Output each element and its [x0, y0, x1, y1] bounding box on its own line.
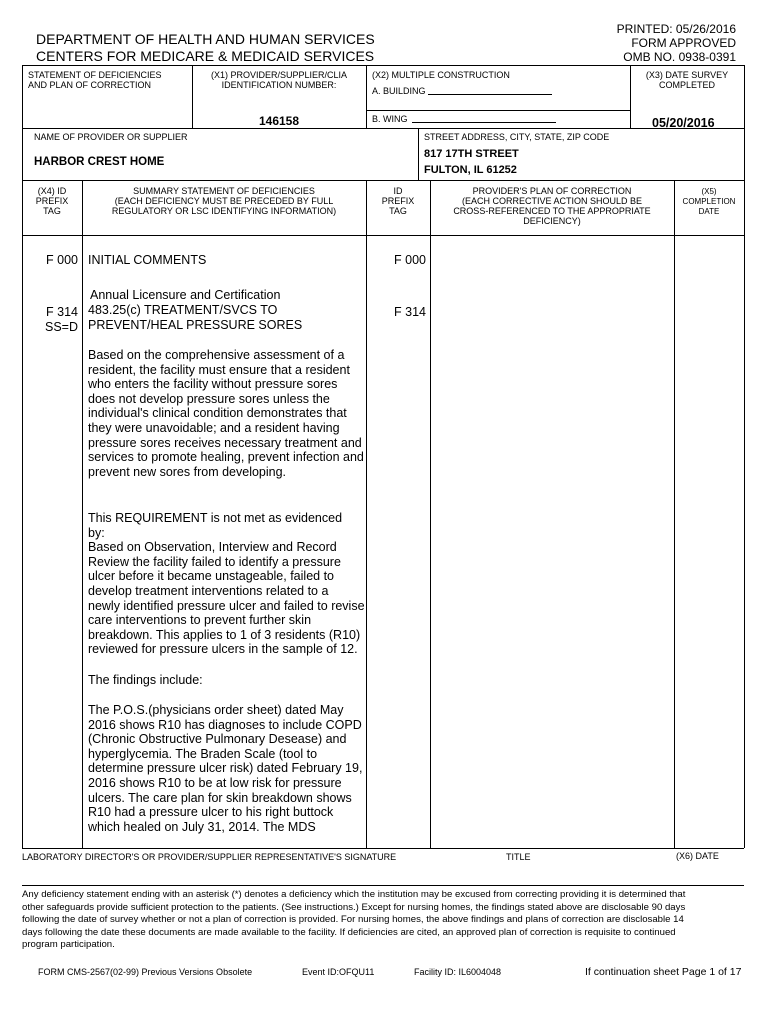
- omb-number: OMB NO. 0938-0391: [623, 50, 736, 64]
- plan-header: PROVIDER'S PLAN OF CORRECTION (EACH CORRECTIVE ACTION SHOULD BE CROSS-REFERENCED TO THE APPROPRIATE DEFICIENCY): [453, 186, 651, 226]
- facility-id: Facility ID: IL6004048: [414, 967, 502, 977]
- city-state-zip: FULTON, IL 61252: [424, 164, 517, 176]
- provider-name: HARBOR CREST HOME: [34, 156, 165, 168]
- disclaimer-text: Any deficiency statement ending with an asterisk (*) denotes a deficiency which the institution may be excused from correcting providing it is determined that other safeguards provide sufficient protection to the patients. (See instructions.) Except for nursing homes, the findings stated above are disclosable 90 days following the date of survey whether or not a plan of correction is provided. For nursing homes, the above findings and plans of correction are disclosable 14 days following the date these documents are made available to the facility. If deficiencies are cited, an approved plan of correction is requisite to continued program participation.: [22, 889, 686, 951]
- form-approved: FORM APPROVED: [631, 36, 736, 50]
- rule-col3: [430, 180, 431, 848]
- regulation-text: Based on the comprehensive assessment of a resident, the facility must ensure that a resident who enters the facility without pressure sores does not develop pressure sores unless the individual's clinical condition demonstrates that they were unavoidable; and a resident having pressure sores receives necessary treatment and services to promote healing, prevent infection and prevent new sores from developing.: [88, 348, 364, 479]
- survey-date: 05/20/2016: [652, 116, 715, 130]
- address-label: STREET ADDRESS, CITY, STATE, ZIP CODE: [424, 132, 610, 142]
- tag-f314-right: F 314: [394, 305, 426, 319]
- tag-f314: F 314: [46, 305, 78, 319]
- wing-label: B. WING: [372, 114, 408, 124]
- header-meta: [560, 22, 736, 64]
- department-title: DEPARTMENT OF HEALTH AND HUMAN SERVICES: [36, 31, 375, 47]
- annual-licensure: Annual Licensure and Certification: [90, 288, 281, 302]
- x4-header: (X4) ID PREFIX TAG: [35, 186, 69, 216]
- centers-title: CENTERS FOR MEDICARE & MEDICAID SERVICES: [36, 48, 375, 64]
- rule-provider-bottom: [22, 180, 744, 181]
- findings-intro: The findings include:: [88, 673, 203, 687]
- initial-comments-title: INITIAL COMMENTS: [88, 253, 207, 267]
- rule-signature-bottom: [22, 885, 744, 886]
- printed-date: PRINTED: 05/26/2016: [616, 22, 736, 36]
- statement-label: STATEMENT OF DEFICIENCIES AND PLAN OF CORRECTION: [28, 70, 162, 90]
- scope-severity: SS=D: [44, 320, 78, 334]
- rule-provider-split: [418, 128, 419, 180]
- rule-col1: [82, 180, 83, 848]
- rule-col4: [674, 180, 675, 848]
- signature-label: LABORATORY DIRECTOR'S OR PROVIDER/SUPPLIER REPRESENTATIVE'S SIGNATURE: [22, 852, 397, 862]
- x1-label: (X1) PROVIDER/SUPPLIER/CLIA IDENTIFICATION NUMBER:: [210, 70, 348, 90]
- rule-v1: [192, 65, 193, 128]
- rule-top: [22, 65, 744, 66]
- x2-label: (X2) MULTIPLE CONSTRUCTION: [372, 70, 510, 80]
- id-header: ID PREFIX TAG: [381, 186, 415, 216]
- requirement-text: This REQUIREMENT is not met as evidenced by: Based on Observation, Interview and Record Review the facility failed to identify a pressure ulcer before it became unstageable, failed to develop treatment interventions related to a newly identified pressure ulcer and failed to revise care interventions to prevent further skin breakdown. This applies to 1 of 3 residents (R10) reviewed for pressure ulcers in the sample of 12.: [88, 511, 365, 657]
- findings-text: The P.O.S.(physicians order sheet) dated May 2016 shows R10 has diagnoses to include COPD (Chronic Obstructive Pulmonary Desease) and hyperglycemia. The Braden Scale (tool to determine pressure ulcer risk) dated February 19, 2016 shows R10 to be at low risk for pressure ulcers. The care plan for skin breakdown shows R10 had a pressure ulcer to his right buttock which healed on July 31, 2014. The MDS: [88, 703, 363, 834]
- x3-label: (X3) DATE SURVEY COMPLETED: [645, 70, 729, 90]
- rule-left: [22, 65, 23, 848]
- x5-header: (X5) COMPLETION DATE: [682, 187, 736, 216]
- f314-title: 483.25(c) TREATMENT/SVCS TO PREVENT/HEAL PRESSURE SORES: [88, 303, 303, 332]
- street-address: 817 17TH STREET: [424, 148, 519, 160]
- tag-f000: F 000: [46, 253, 78, 267]
- summary-header: SUMMARY STATEMENT OF DEFICIENCIES (EACH DEFICIENCY MUST BE PRECEDED BY FULL REGULATORY OR LSC IDENTIFYING INFORMATION): [111, 186, 337, 216]
- building-underline: [428, 94, 552, 95]
- building-label: A. BUILDING: [372, 86, 426, 96]
- rule-building: [366, 110, 630, 111]
- rule-v2: [366, 65, 367, 128]
- event-id: Event ID:OFQU11: [302, 967, 375, 977]
- rule-right: [744, 65, 745, 848]
- rule-box1-bottom: [22, 128, 744, 129]
- x6-date-label: (X6) DATE: [676, 851, 719, 861]
- provider-number: 146158: [258, 114, 300, 128]
- title-label: TITLE: [506, 852, 531, 862]
- form-number: FORM CMS-2567(02-99) Previous Versions Obsolete: [38, 967, 253, 977]
- rule-v3: [630, 65, 631, 128]
- page-indicator: If continuation sheet Page 1 of 17: [585, 966, 742, 978]
- tag-f000-right: F 000: [394, 253, 426, 267]
- wing-underline: [412, 122, 556, 123]
- provider-name-label: NAME OF PROVIDER OR SUPPLIER: [34, 132, 188, 142]
- rule-signature-top: [22, 848, 744, 849]
- rule-columns-bottom: [22, 235, 744, 236]
